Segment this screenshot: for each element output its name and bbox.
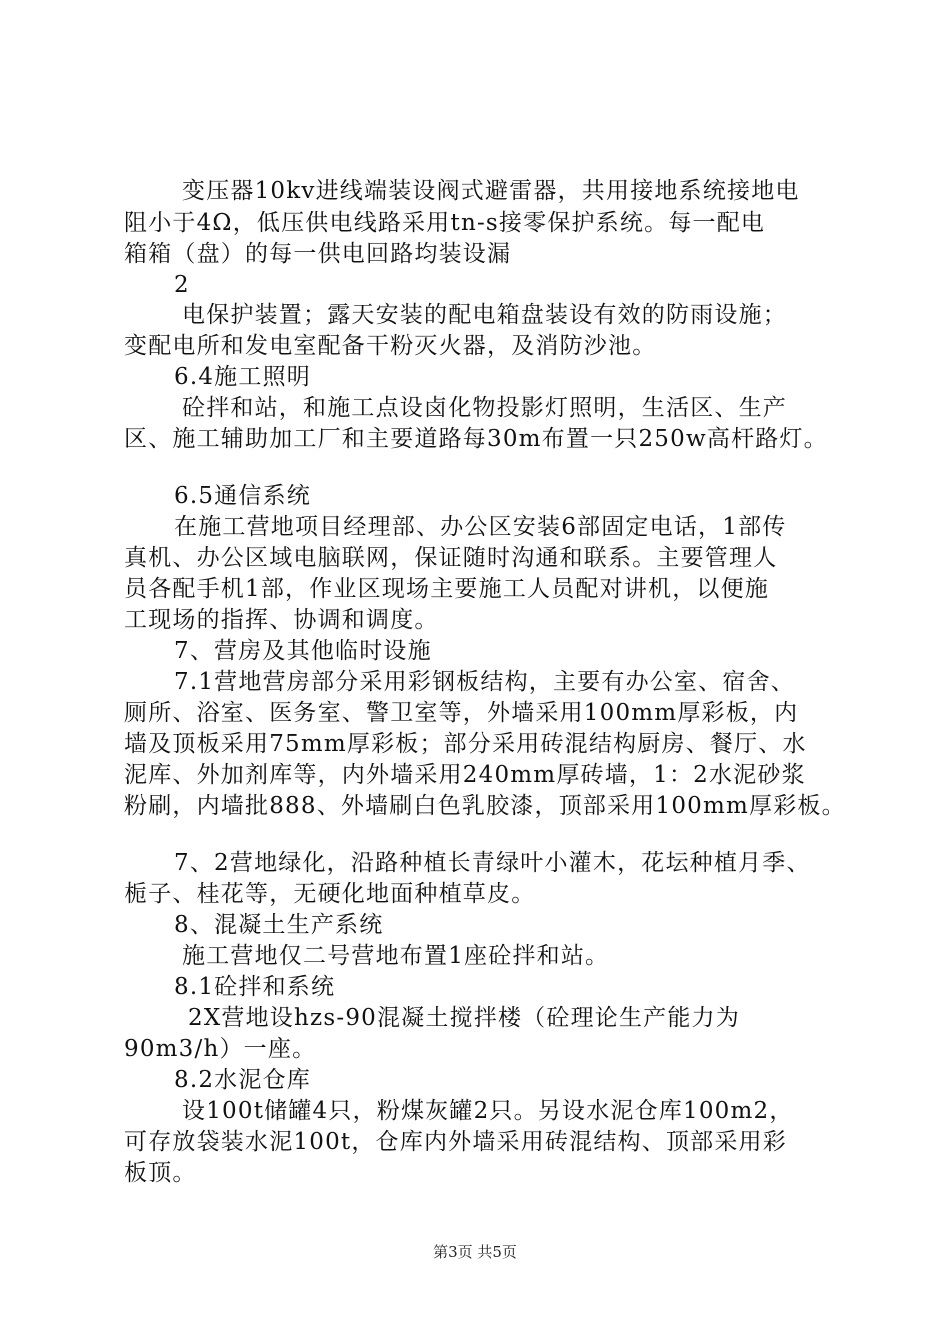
paragraph-line: 工现场的指挥、协调和调度。 — [124, 607, 439, 633]
section-heading: 8.1砼拌和系统 — [174, 974, 336, 1000]
paragraph-line: 墙及顶板采用75mm厚彩板；部分采用砖混结构厨房、餐厅、水 — [124, 731, 807, 757]
page-footer: 第3页 共5页 — [433, 1243, 517, 1261]
section-heading: 8、混凝土生产系统 — [174, 912, 384, 938]
page-number-marker: 2 — [174, 272, 190, 298]
paragraph-line: 7.1营地营房部分采用彩钢板结构，主要有办公室、宿舍、 — [174, 669, 795, 695]
paragraph-line: 真机、办公区域电脑联网，保证随时沟通和联系。主要管理人 — [124, 545, 778, 571]
paragraph-line: 砼拌和站，和施工点设卤化物投影灯照明，生活区、生产 — [182, 395, 787, 421]
paragraph-line: 设100t储罐4只，粉煤灰罐2只。另设水泥仓库100m2， — [182, 1098, 794, 1124]
paragraph-line: 变配电所和发电室配备干粉灭火器，及消防沙池。 — [124, 333, 657, 359]
paragraph-line: 变压器10kv进线端装设阀式避雷器，共用接地系统接地电 — [182, 178, 800, 204]
paragraph-line: 电保护装置；露天安装的配电箱盘装设有效的防雨设施； — [182, 302, 787, 328]
section-heading: 6.5通信系统 — [174, 483, 311, 509]
paragraph-line: 泥库、外加剂库等，内外墙采用240mm厚砖墙，1：2水泥砂浆 — [124, 762, 806, 788]
paragraph-line: 粉刷，内墙批888、外墙刷白色乳胶漆，顶部采用100mm厚彩板。 — [124, 793, 846, 819]
paragraph-line: 2X营地设hzs-90混凝土搅拌楼（砼理论生产能力为 — [188, 1005, 740, 1031]
paragraph-line: 区、施工辅助加工厂和主要道路每30m布置一只250w高杆路灯。 — [124, 426, 828, 452]
section-heading: 6.4施工照明 — [174, 364, 311, 390]
paragraph-line: 可存放袋装水泥100t，仓库内外墙采用砖混结构、顶部采用彩 — [124, 1129, 787, 1155]
section-heading: 7、营房及其他临时设施 — [174, 638, 432, 664]
paragraph-line: 栀子、桂花等，无硬化地面种植草皮。 — [124, 881, 536, 907]
paragraph-line: 90m3/h）一座。 — [124, 1036, 317, 1062]
paragraph-line: 箱箱（盘）的每一供电回路均装设漏 — [124, 241, 512, 267]
paragraph-line: 厕所、浴室、医务室、警卫室等，外墙采用100mm厚彩板，内 — [124, 700, 799, 726]
paragraph-line: 阻小于4Ω，低压供电线路采用tn-s接零保护系统。每一配电 — [124, 210, 766, 236]
paragraph-line: 施工营地仅二号营地布置1座砼拌和站。 — [182, 943, 610, 969]
paragraph-line: 员各配手机1部，作业区现场主要施工人员配对讲机，以便施 — [124, 576, 770, 602]
paragraph-line: 在施工营地项目经理部、办公区安装6部固定电话，1部传 — [174, 514, 787, 540]
paragraph-line: 板顶。 — [124, 1160, 197, 1186]
section-heading: 8.2水泥仓库 — [174, 1067, 311, 1093]
paragraph-line: 7、2营地绿化，沿路种植长青绿叶小灌木，花坛种植月季、 — [174, 850, 811, 876]
